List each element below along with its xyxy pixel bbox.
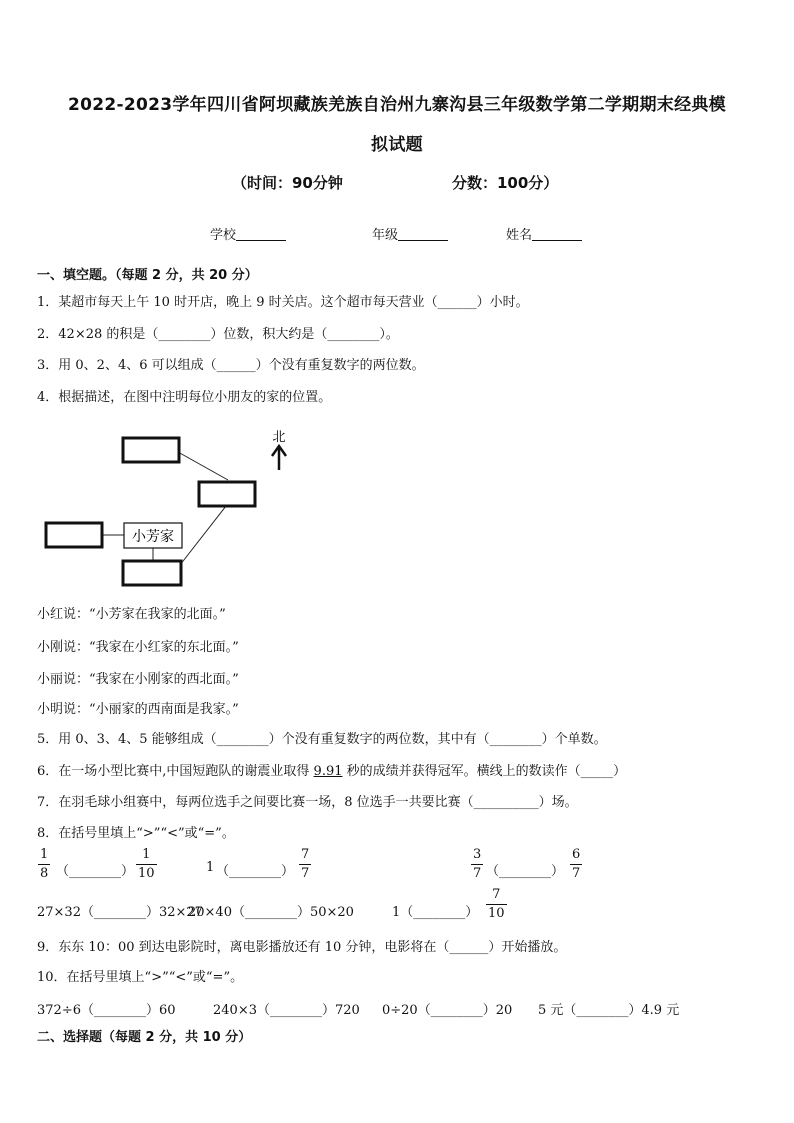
compare-blank-1[interactable]: （________） bbox=[56, 864, 135, 879]
fraction-1-10 bbox=[136, 847, 157, 882]
north-label: 北 bbox=[272, 430, 286, 445]
numerator: 1 bbox=[40, 847, 49, 862]
school-field[interactable] bbox=[210, 224, 286, 243]
denominator: 10 bbox=[488, 906, 505, 921]
question-4: 4．根据描述，在图中注明每位小朋友的家的位置。 bbox=[37, 390, 332, 405]
denominator: 7 bbox=[572, 866, 581, 881]
numerator: 7 bbox=[492, 887, 501, 902]
question-1: 1．某超市每天上午 10 时开店，晚上 9 时关店。这个超市每天营业（______）小时。 bbox=[37, 295, 529, 310]
q10-item-2[interactable]: 240×3（________）720 bbox=[213, 1003, 360, 1018]
question-9: 9．东东 10：00 到达电影院时，离电影播放还有 10 分钟，电影将在（______）开始播放。 bbox=[37, 940, 567, 955]
question-8: 8．在括号里填上“>”“<”或“=”。 bbox=[37, 826, 235, 841]
connector-line bbox=[178, 452, 228, 480]
exam-title-line1: 2022-2023学年四川省阿坝藏族羌族自治州九寨沟县三年级数学第二学期期末经典模 bbox=[68, 95, 726, 115]
q6-text-after: 秒的成绩并获得冠军。横线上的数读作（_____） bbox=[342, 764, 627, 779]
compare-1-vs-frac[interactable]: 1（________） bbox=[392, 905, 479, 920]
question-6 bbox=[37, 760, 626, 779]
score-info: 分数：100分） bbox=[452, 174, 559, 192]
school-blank bbox=[236, 228, 286, 241]
numerator: 6 bbox=[572, 847, 581, 862]
statement-xiaoli: 小丽说：“我家在小刚家的西北面。” bbox=[37, 672, 239, 687]
statement-xiaohong: 小红说：“小芳家在我家的北面。” bbox=[37, 607, 226, 622]
statement-xiaoming: 小明说：“小丽家的西南面是我家。” bbox=[37, 702, 239, 717]
fraction-3-7 bbox=[471, 847, 483, 882]
home-label: 小芳家 bbox=[132, 529, 174, 545]
house-box-east[interactable] bbox=[199, 482, 255, 506]
grade-field[interactable] bbox=[372, 224, 448, 243]
compare-blank-3[interactable]: （________） bbox=[486, 864, 565, 879]
house-box-bottom[interactable] bbox=[123, 561, 181, 585]
question-7: 7．在羽毛球小组赛中，每两位选手之间要比赛一场，8 位选手一共要比赛（__________）场。 bbox=[37, 795, 578, 810]
fraction-7-10 bbox=[486, 887, 507, 922]
numerator: 1 bbox=[142, 847, 151, 862]
grade-blank bbox=[398, 228, 448, 241]
denominator: 8 bbox=[40, 866, 49, 881]
fraction-1-8 bbox=[38, 847, 50, 882]
denominator: 10 bbox=[138, 866, 155, 881]
q6-text-before: 6．在一场小型比赛中,中国短跑队的谢震业取得 bbox=[37, 764, 314, 779]
fraction-6-7 bbox=[570, 847, 582, 882]
question-5: 5．用 0、3、4、5 能够组成（________）个没有重复数字的两位数，其中有（________）个单数。 bbox=[37, 732, 607, 747]
name-field[interactable] bbox=[506, 224, 582, 243]
exam-title-line2: 拟试题 bbox=[371, 135, 423, 155]
direction-diagram bbox=[0, 420, 320, 590]
q10-item-1[interactable]: 372÷6（________）60 bbox=[37, 1003, 176, 1018]
time-info: （时间：90分钟 bbox=[232, 174, 343, 192]
compare-blank-2[interactable]: （________） bbox=[216, 864, 295, 879]
section2-heading: 二、选择题（每题 2 分，共 10 分） bbox=[37, 1030, 252, 1045]
denominator: 7 bbox=[473, 866, 482, 881]
numerator: 3 bbox=[473, 847, 482, 862]
grade-label: 年级 bbox=[372, 228, 399, 243]
name-blank bbox=[532, 228, 582, 241]
compare-27x32[interactable]: 27×32（________）32×27 bbox=[37, 905, 203, 920]
section1-heading: 一、填空题。（每题 2 分，共 20 分） bbox=[37, 268, 258, 283]
question-3: 3．用 0、2、4、6 可以组成（______）个没有重复数字的两位数。 bbox=[37, 358, 425, 373]
q10-item-3[interactable]: 0÷20（________）20 bbox=[382, 1003, 513, 1018]
q6-underlined-number: 9.91 bbox=[313, 764, 343, 779]
connector-line bbox=[180, 506, 226, 565]
compare-20x40[interactable]: 20×40（________）50×20 bbox=[188, 905, 354, 920]
question-2: 2．42×28 的积是（________）位数，积大约是（________）。 bbox=[37, 327, 399, 342]
denominator: 7 bbox=[301, 866, 310, 881]
numerator: 7 bbox=[301, 847, 310, 862]
q10-item-4[interactable]: 5 元（________）4.9 元 bbox=[538, 1003, 680, 1018]
school-label: 学校 bbox=[210, 228, 237, 243]
name-label: 姓名 bbox=[506, 228, 533, 243]
question-10: 10．在括号里填上“>”“<”或“=”。 bbox=[37, 970, 244, 985]
house-box-top[interactable] bbox=[123, 438, 179, 462]
house-box-west[interactable] bbox=[46, 523, 102, 547]
statement-xiaogang: 小刚说：“我家在小红家的东北面。” bbox=[37, 640, 239, 655]
compare-one: 1 bbox=[206, 860, 215, 875]
fraction-7-7 bbox=[299, 847, 311, 882]
